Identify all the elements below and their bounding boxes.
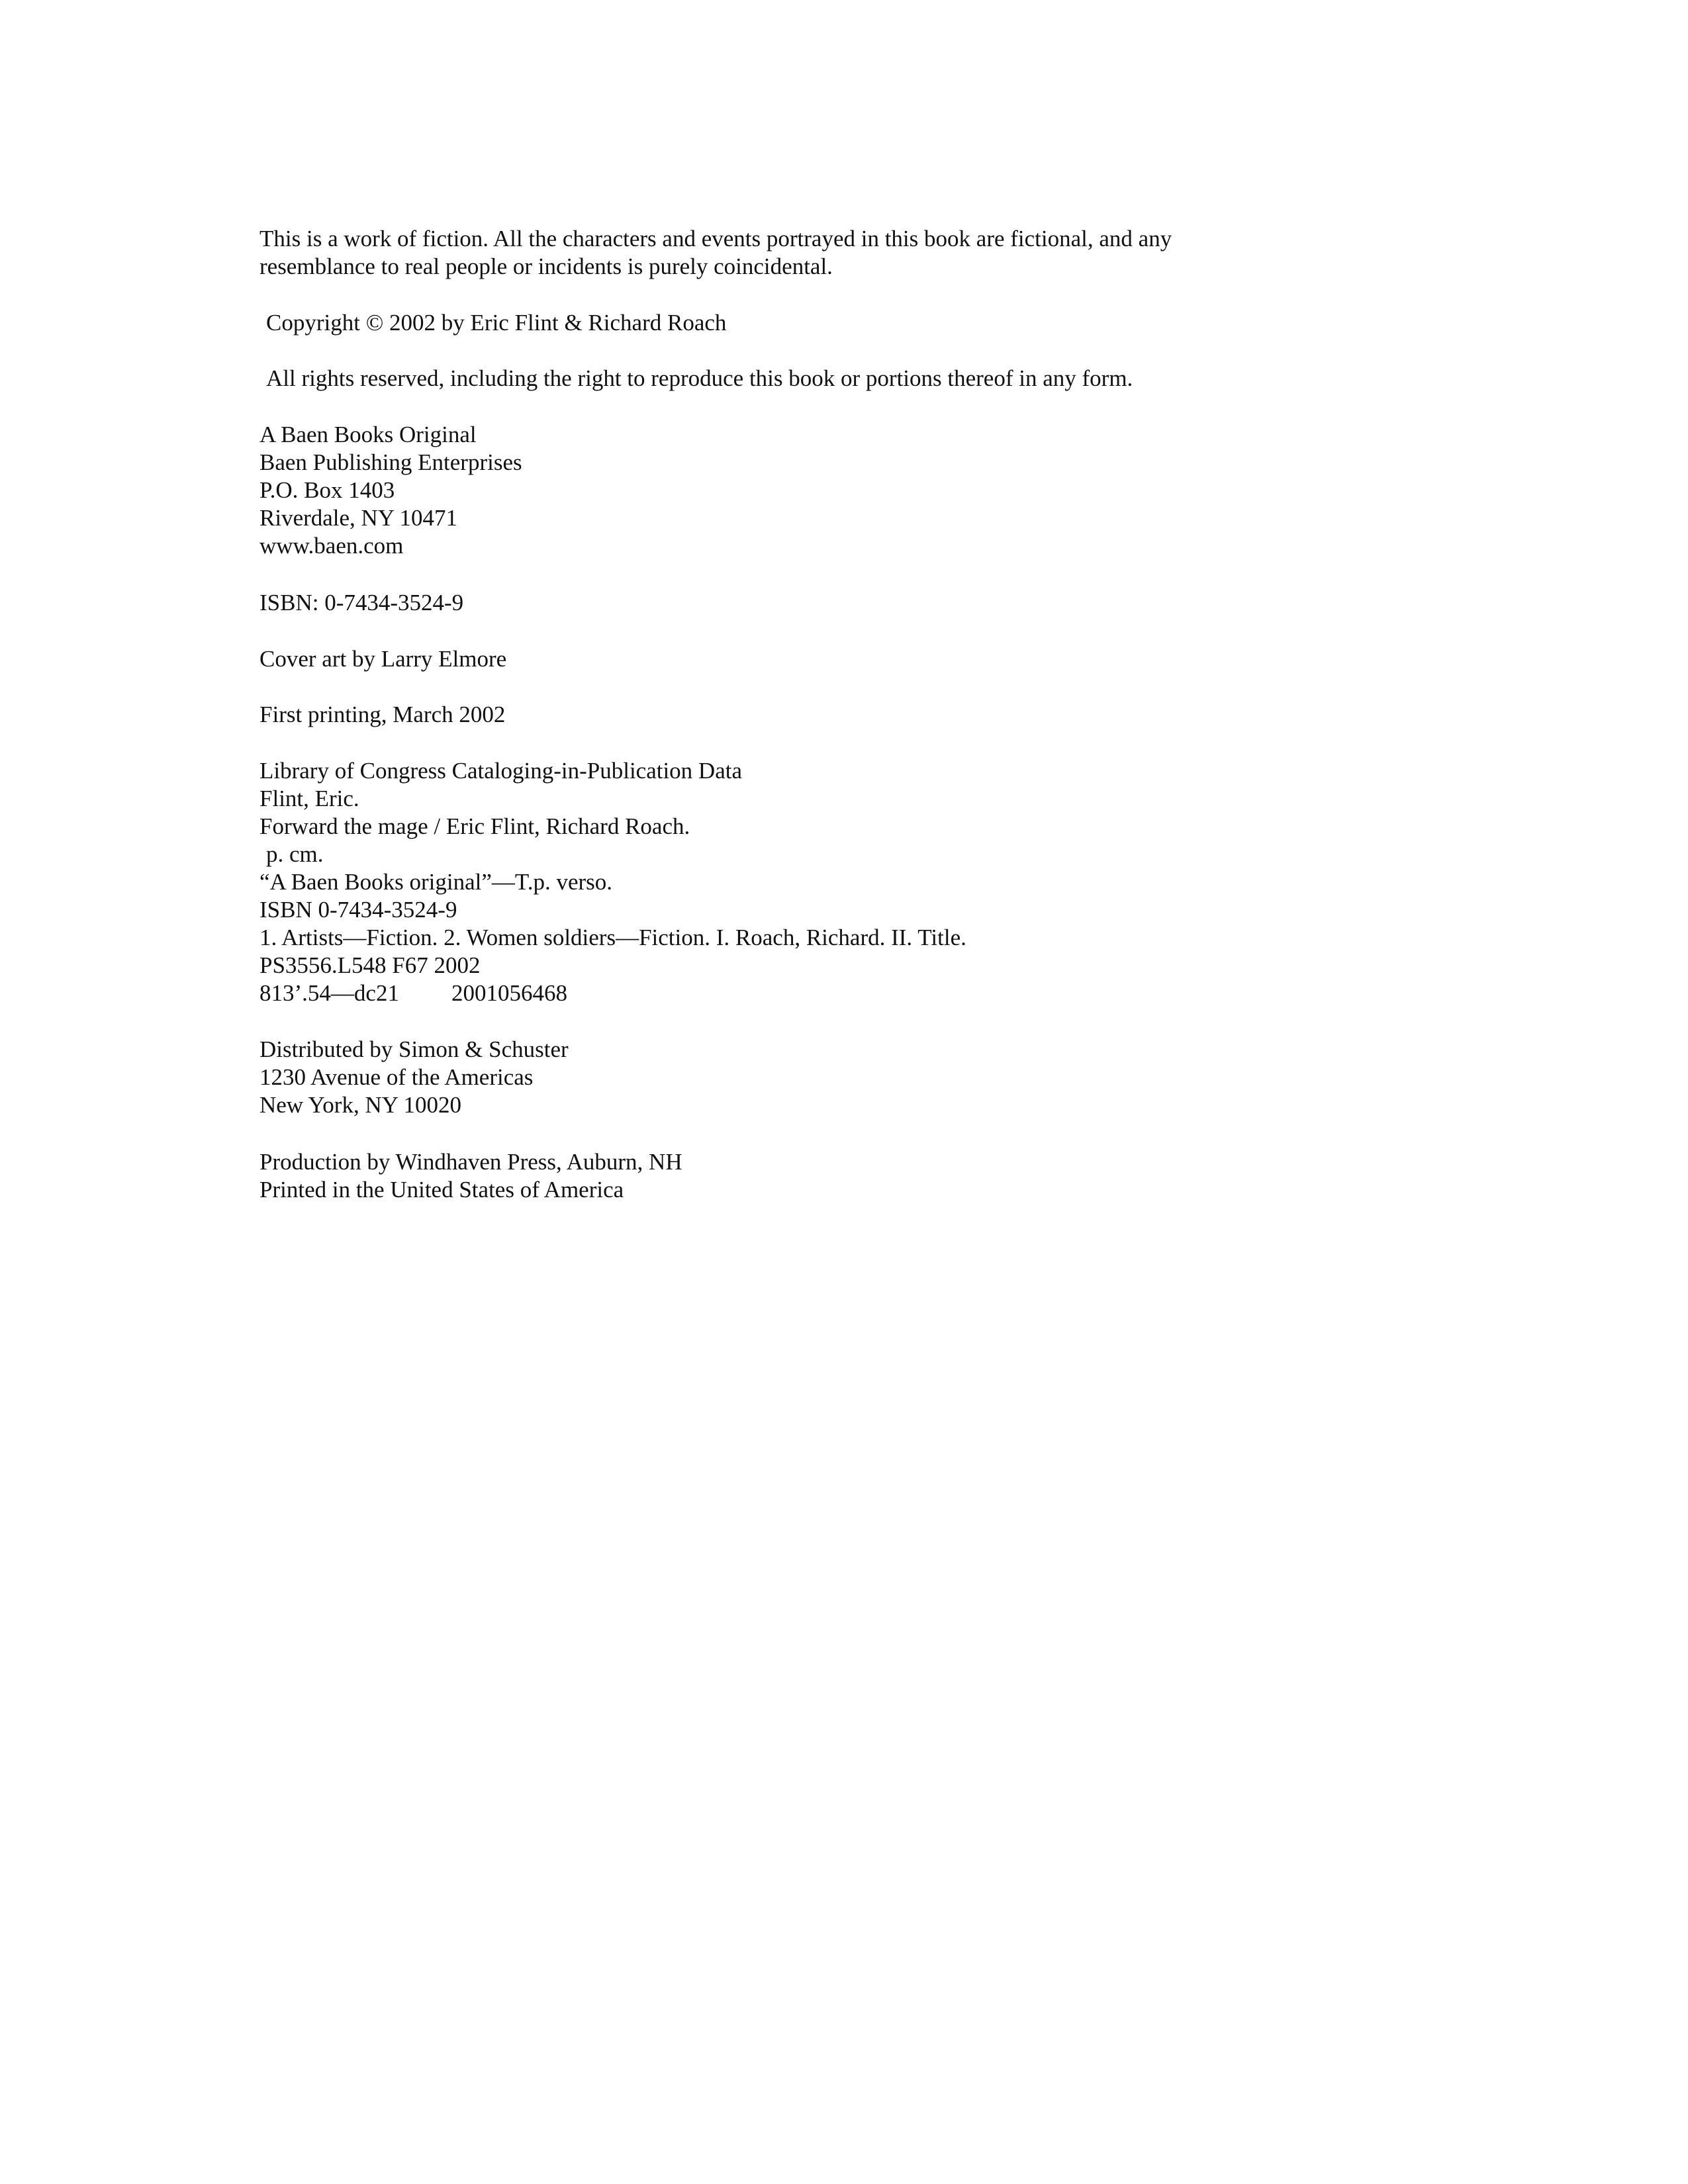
isbn-block: [259, 589, 1451, 617]
copyright-notice: [259, 309, 1451, 337]
rights-line: All rights reserved, including the right to reproduce this book or portions thereof in any form.: [266, 365, 1133, 391]
cip-title: Forward the mage / Eric Flint, Richard Roach.: [259, 813, 690, 839]
disclaimer-line-2: resemblance to real people or incidents is purely coincidental.: [259, 253, 833, 279]
disclaimer-line-1: This is a work of fiction. All the characters and events portrayed in this book are fictional, and any: [259, 226, 1172, 251]
cip-subjects: 1. Artists—Fiction. 2. Women soldiers—Fiction. I. Roach, Richard. II. Title.: [259, 925, 966, 950]
distribution-info: [259, 1036, 1451, 1119]
copyright-line: Copyright © 2002 by Eric Flint & Richard Roach: [266, 310, 727, 336]
printing-info: [259, 701, 1451, 729]
cover-art-line: Cover art by Larry Elmore: [259, 646, 507, 672]
cip-classification-row: [259, 979, 1451, 1007]
distribution-line-2: 1230 Avenue of the Americas: [259, 1064, 534, 1090]
cip-pages: p. cm.: [266, 841, 324, 867]
publisher-line-2: Baen Publishing Enterprises: [259, 449, 522, 475]
cover-art-credit: [259, 645, 1451, 673]
publisher-line-4: Riverdale, NY 10471: [259, 505, 458, 531]
production-info: [259, 1148, 1451, 1204]
publisher-address: [259, 421, 1451, 560]
cip-note: “A Baen Books original”—T.p. verso.: [259, 869, 612, 895]
cip-dewey: 813’.54—dc21: [259, 980, 399, 1006]
isbn-line: ISBN: 0-7434-3524-9: [259, 590, 464, 615]
production-line-2: Printed in the United States of America: [259, 1177, 624, 1203]
cip-isbn: ISBN 0-7434-3524-9: [259, 897, 457, 923]
publisher-line-3: P.O. Box 1403: [259, 477, 395, 503]
cip-data: [259, 757, 1451, 1007]
publisher-website: www.baen.com: [259, 533, 404, 559]
cip-author: Flint, Eric.: [259, 786, 359, 811]
fiction-disclaimer: [259, 225, 1451, 281]
distribution-line-1: Distributed by Simon & Schuster: [259, 1036, 569, 1062]
publisher-line-1: A Baen Books Original: [259, 422, 477, 447]
printing-line: First printing, March 2002: [259, 702, 506, 727]
cip-call-number: PS3556.L548 F67 2002: [259, 952, 481, 978]
distribution-line-3: New York, NY 10020: [259, 1092, 461, 1118]
production-line-1: Production by Windhaven Press, Auburn, NH: [259, 1149, 682, 1175]
cip-lccn: 2001056468: [451, 980, 567, 1006]
cip-heading: Library of Congress Cataloging-in-Publication Data: [259, 758, 743, 784]
rights-notice: [259, 365, 1451, 392]
